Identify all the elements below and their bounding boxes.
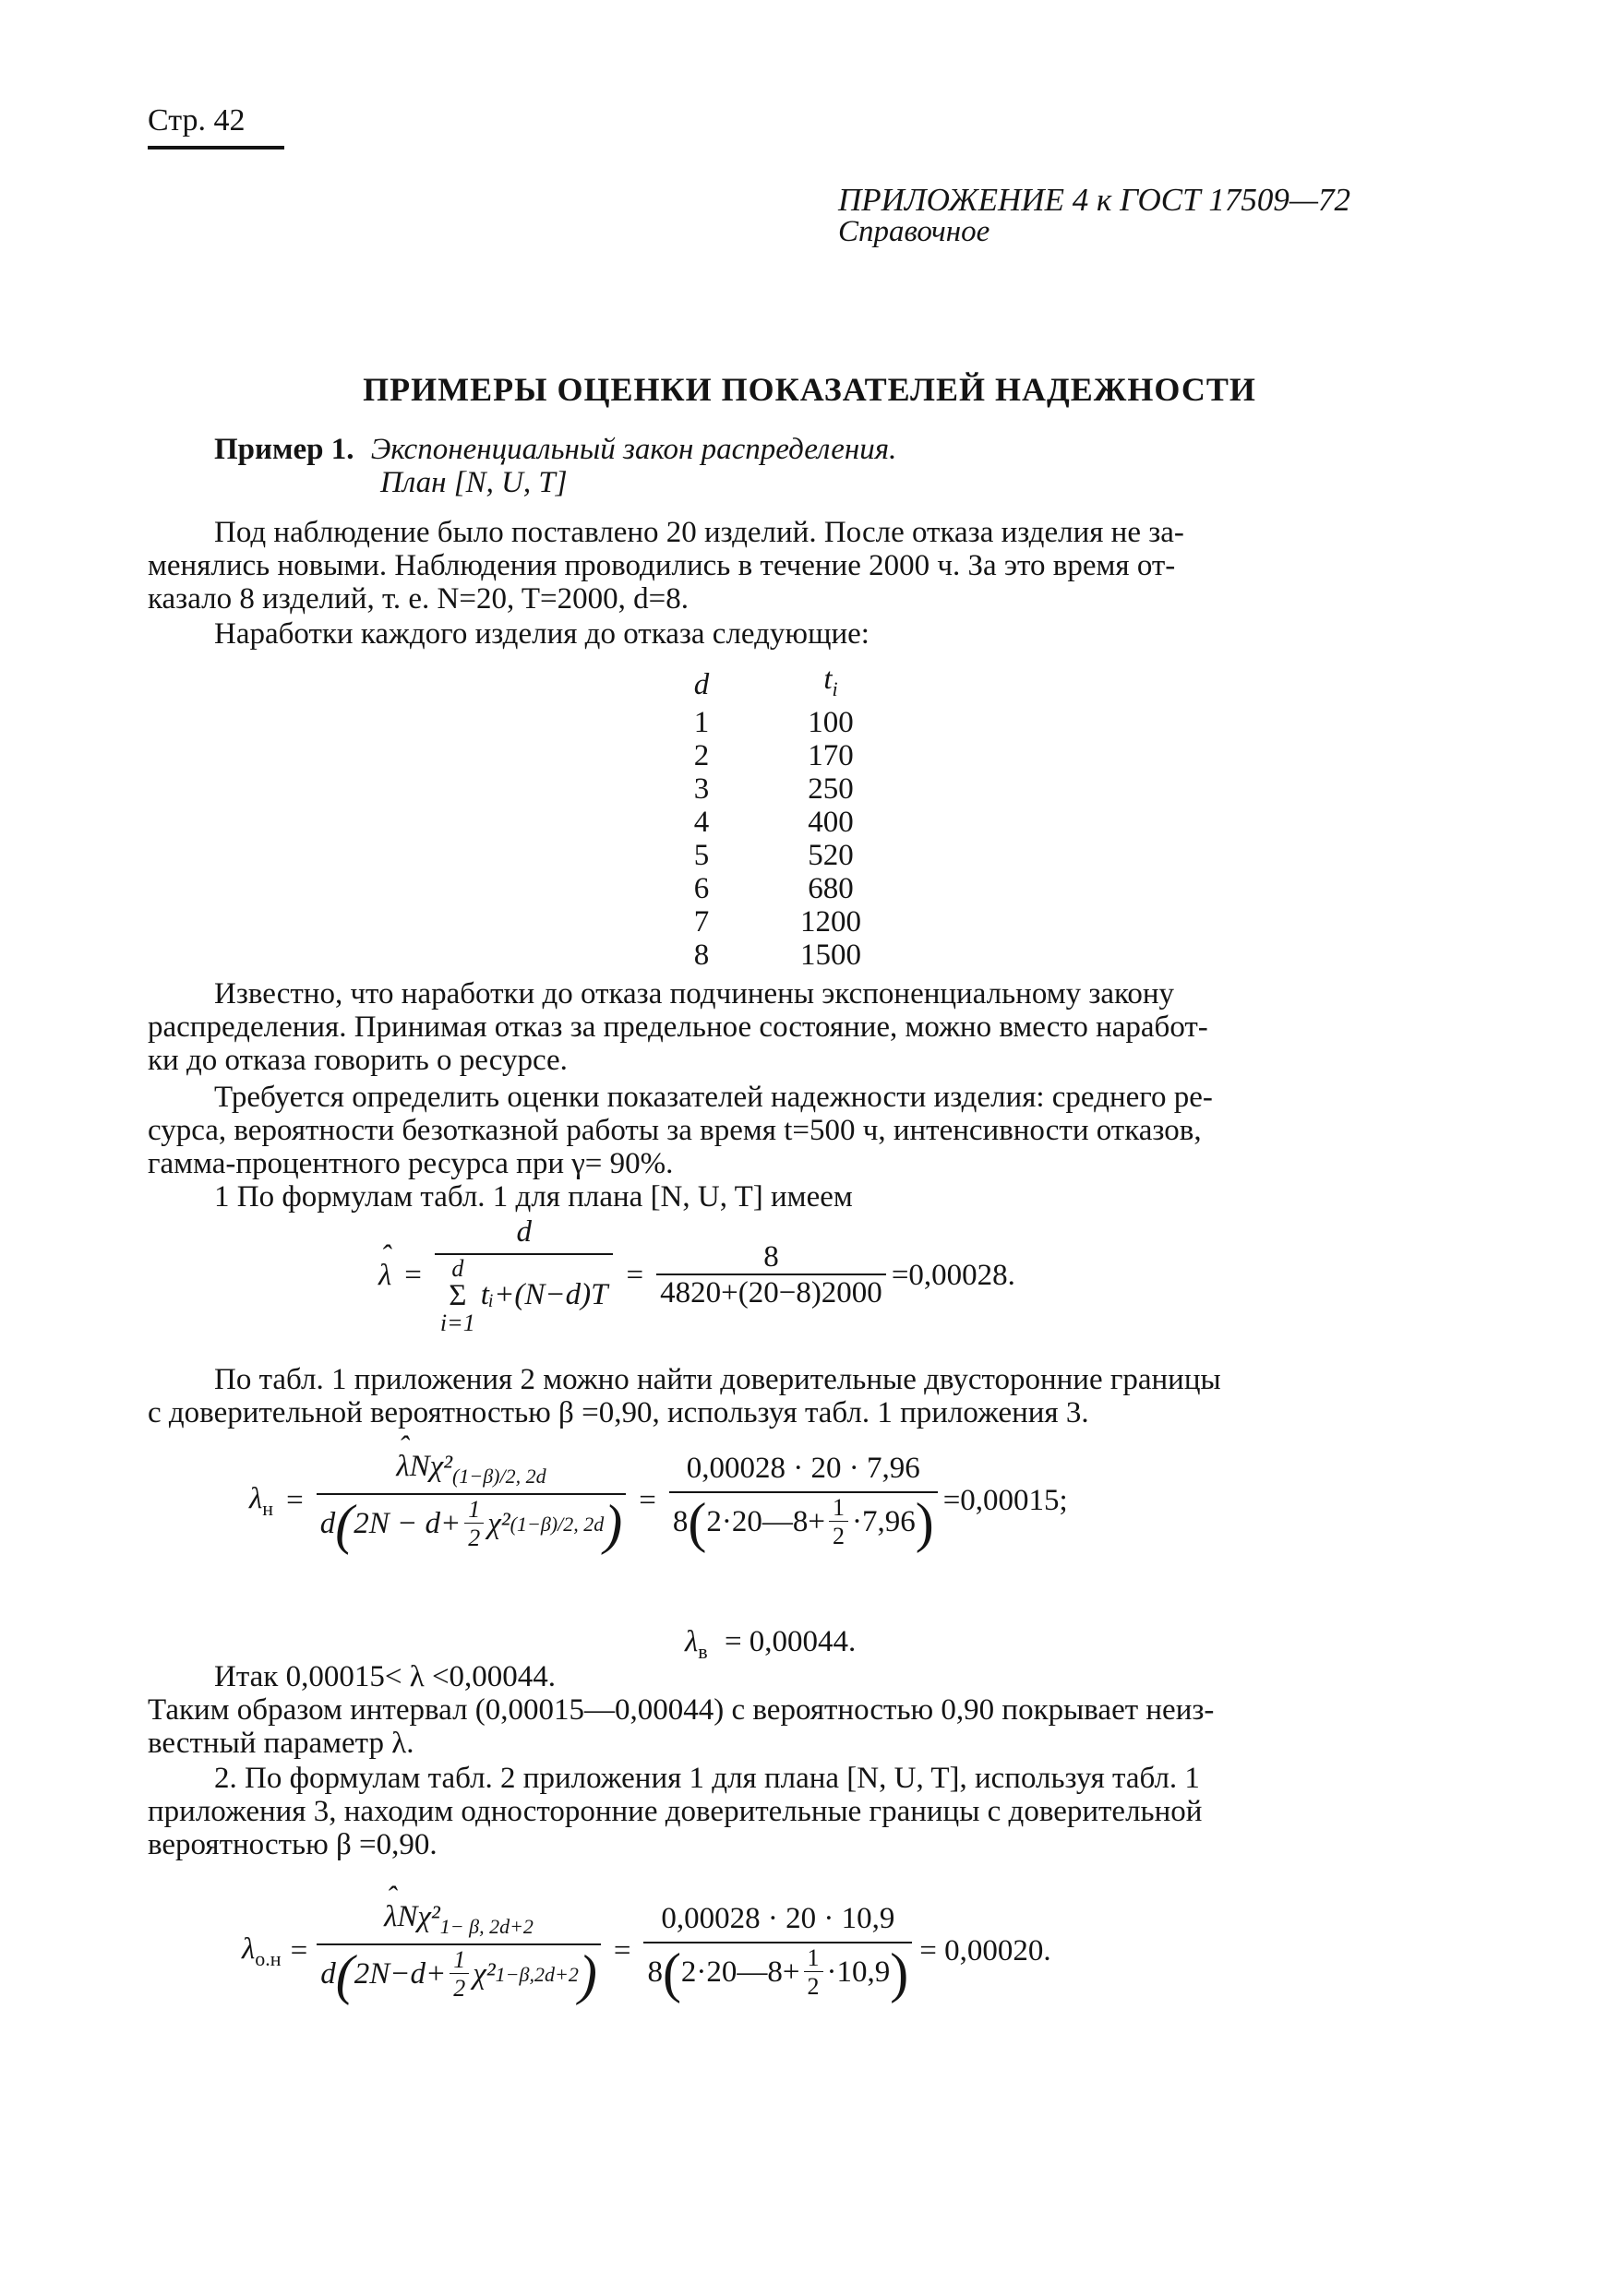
formula-lhs: ˆ λ — [378, 1260, 391, 1293]
text-line: вестный параметр λ. — [148, 1726, 414, 1760]
formula-result: =0,00015; — [942, 1484, 1068, 1517]
paragraph-3 — [148, 978, 1445, 1078]
text-line: По табл. 1 приложения 2 можно найти доверительные двусторонние границы — [214, 1363, 1221, 1396]
sum-body: tᵢ+(N−d)T — [480, 1278, 608, 1312]
den-factor: 8 — [672, 1504, 689, 1538]
sum-lower-limit: i=1 — [439, 1309, 475, 1336]
cell-d: 3 — [693, 772, 710, 806]
cell-t: 400 — [808, 806, 854, 839]
fraction-2 — [643, 1903, 912, 2001]
main-title: ПРИМЕРЫ ОЦЕНКИ ПОКАЗАТЕЛЕЙ НАДЕЖНОСТИ — [363, 371, 1256, 408]
text-line: распределения. Принимая отказ за предельное состояние, можно вместо наработ- — [148, 1010, 1208, 1044]
fraction-1 — [317, 1450, 627, 1555]
paragraph-4 — [148, 1082, 1445, 1214]
half-numerator: 1 — [453, 1946, 466, 1974]
chi-subscript: 1−β,2d+2 — [495, 1962, 579, 1986]
page-number: Стр. 42 — [148, 103, 246, 138]
paragraph-2 — [148, 618, 1445, 652]
paragraph-1 — [148, 517, 1445, 616]
fraction-numerator: d — [516, 1215, 532, 1249]
fraction-numerator — [380, 1901, 537, 1943]
text-line: с доверительной вероятностью β =0,90, используя табл. 1 приложения 3. — [148, 1395, 1089, 1429]
text-line: 1 По формулам табл. 1 для плана [N, U, T] имеем — [214, 1179, 853, 1214]
text-line: 2. По формулам табл. 2 приложения 1 для плана [N, U, T], используя табл. 1 — [214, 1762, 1200, 1795]
text-line: Под наблюдение было поставлено 20 изделий. После отказа изделия не за- — [214, 516, 1184, 549]
right-paren: ) — [578, 1943, 597, 2005]
cell-t: 1500 — [800, 939, 861, 972]
text-line: сурса, вероятности безотказной работы за время t=500 ч, интенсивности отказов, — [148, 1113, 1202, 1147]
table-header-row — [665, 663, 923, 706]
example-plan: План [N, U, T] — [380, 466, 568, 499]
formula-lhs — [249, 1483, 273, 1520]
den-factor: d — [320, 1956, 336, 1991]
fraction-2 — [656, 1241, 886, 1311]
den-inner: ·10,9 — [826, 1955, 891, 1989]
text-line: вероятностью β =0,90. — [148, 1827, 438, 1861]
formula-result: =0,00028. — [891, 1258, 1015, 1292]
text-line: Известно, что наработки до отказа подчинены экспоненциальному закону — [214, 977, 1175, 1010]
example-heading — [214, 434, 896, 467]
table-row — [665, 739, 923, 772]
half-fraction — [829, 1495, 848, 1550]
cell-t: 1200 — [800, 905, 861, 939]
cell-t: 100 — [808, 706, 854, 739]
text-line: Наработки каждого изделия до отказа следующие: — [214, 617, 869, 651]
fraction-numerator: 8 — [763, 1239, 779, 1274]
right-paren: ) — [890, 1942, 909, 2003]
cell-t: 250 — [808, 772, 854, 806]
appendix-type: Справочное — [838, 215, 990, 248]
fraction-denominator — [435, 1253, 614, 1335]
sum-upper-limit: d — [451, 1254, 464, 1282]
lambda-hat-term: ˆ λNχ² — [384, 1901, 440, 1934]
sum-sign: Σ — [449, 1278, 467, 1312]
equals-sign: = — [404, 1258, 422, 1292]
text-line: менялись новыми. Наблюдения проводились в течение 2000 ч. За это время от- — [148, 548, 1176, 582]
equals-sign: = — [286, 1484, 304, 1517]
text-line: гамма-процентного ресурса при γ= 90%. — [148, 1146, 674, 1180]
half-denominator: 2 — [804, 1971, 823, 2000]
den-factor: 8 — [647, 1955, 663, 1989]
text-line: Итак 0,00015< λ <0,00044. — [214, 1660, 557, 1693]
cell-d: 2 — [693, 739, 710, 772]
cell-d: 6 — [693, 872, 710, 905]
lhs-subscript: н — [262, 1497, 274, 1520]
chi-subscript: (1−β)/2, 2d — [510, 1512, 605, 1536]
fraction-denominator — [643, 1942, 912, 2001]
fraction-numerator: 0,00028 · 20 · 7,96 — [686, 1452, 920, 1485]
left-paren: ( — [662, 1942, 681, 2003]
den-inner: 2·20—8+ — [706, 1504, 825, 1538]
cell-t: 520 — [808, 839, 854, 872]
table-row — [665, 706, 923, 739]
half-denominator: 2 — [464, 1523, 484, 1551]
column-header-t-subscript: i — [832, 677, 838, 700]
column-header-t-label: t — [823, 663, 833, 696]
half-denominator: 2 — [829, 1521, 848, 1549]
chi-subscript: (1−β)/2, 2d — [452, 1465, 546, 1488]
cell-d: 1 — [693, 706, 710, 739]
fraction-denominator: 4820+(20−8)2000 — [656, 1274, 886, 1310]
fraction-numerator — [392, 1451, 549, 1493]
appendix-reference: ПРИЛОЖЕНИЕ 4 к ГОСТ 17509—72 — [838, 182, 1350, 218]
column-header-d: d — [693, 667, 710, 701]
half-fraction — [464, 1497, 484, 1552]
formula-lhs — [242, 1933, 282, 1970]
fraction-denominator — [317, 1943, 601, 2003]
table-row — [665, 939, 923, 972]
equals-sign: = — [290, 1934, 308, 1967]
lhs-subscript: в — [698, 1640, 708, 1663]
equals-sign: = — [613, 1934, 631, 1967]
right-paren: ) — [915, 1491, 934, 1553]
chi-square: χ² — [487, 1506, 510, 1540]
left-paren: ( — [335, 1943, 354, 2005]
paragraph-6 — [148, 1661, 1445, 1761]
failure-table — [665, 663, 923, 972]
half-numerator: 1 — [468, 1496, 481, 1524]
table-row — [665, 905, 923, 939]
text-line: ки до отказа говорить о ресурсе. — [148, 1043, 568, 1077]
cell-d: 7 — [693, 905, 710, 939]
left-paren: ( — [688, 1491, 707, 1553]
half-fraction — [804, 1945, 823, 2001]
den-factor: d — [319, 1506, 336, 1540]
chi-square: χ² — [473, 1956, 496, 1991]
cell-d: 8 — [693, 939, 710, 972]
half-denominator: 2 — [450, 1973, 469, 2002]
example-label: Пример 1. — [214, 433, 354, 466]
den-inner: ·7,96 — [851, 1504, 916, 1538]
formula-lambda-lower — [249, 1450, 1068, 1555]
text-line: приложения 3, находим односторонние доверительные границы с доверительной — [148, 1794, 1203, 1828]
chi-subscript: 1− β, 2d+2 — [439, 1915, 534, 1938]
text-line: Требуется определить оценки показателей надежности изделия: среднего ре- — [214, 1081, 1213, 1114]
sum-operator — [439, 1254, 475, 1336]
equals-sign: = — [626, 1258, 644, 1292]
table-body — [665, 706, 923, 972]
lambda-hat-term: ˆ λNχ² — [396, 1451, 452, 1484]
lambda-symbol: λ — [249, 1482, 263, 1515]
cell-t: 680 — [808, 872, 854, 905]
cell-t: 170 — [808, 739, 854, 772]
header-rule — [148, 146, 284, 149]
den-inner: 2N − d+ — [354, 1506, 462, 1540]
table-row — [665, 872, 923, 905]
lhs-subscript: о.н — [255, 1947, 282, 1970]
lambda-symbol: λ — [685, 1625, 699, 1658]
fraction-denominator — [317, 1493, 627, 1555]
fraction-1 — [435, 1216, 614, 1335]
right-paren: ) — [604, 1493, 623, 1555]
den-inner: 2·20—8+ — [680, 1955, 800, 1989]
formula-lambda-upper — [685, 1626, 856, 1663]
formula-lambda — [378, 1216, 1015, 1335]
fraction-1 — [317, 1901, 601, 2003]
column-header-t — [738, 663, 923, 706]
text-line: казало 8 изделий, т. е. N=20, T=2000, d=8. — [148, 581, 690, 616]
left-paren: ( — [335, 1493, 354, 1555]
table-row — [665, 839, 923, 872]
table-row — [665, 772, 923, 806]
cell-d: 5 — [693, 839, 710, 872]
equals-sign: = — [639, 1484, 656, 1517]
den-inner: 2N−d+ — [354, 1956, 447, 1991]
cell-d: 4 — [693, 806, 710, 839]
fraction-numerator: 0,00028 · 20 · 10,9 — [661, 1902, 895, 1935]
paragraph-5 — [148, 1364, 1445, 1430]
half-numerator: 1 — [832, 1494, 845, 1522]
fraction-denominator — [669, 1491, 938, 1553]
example-distribution: Экспоненциальный закон распределения. — [370, 433, 897, 466]
table-row — [665, 806, 923, 839]
formula-result: = 0,00044. — [724, 1625, 857, 1658]
half-fraction — [450, 1947, 469, 2003]
paragraph-7 — [148, 1763, 1445, 1862]
text-line: Таким образом интервал (0,00015—0,00044) с вероятностью 0,90 покрывает неиз- — [148, 1692, 1215, 1727]
fraction-2 — [669, 1452, 938, 1553]
formula-result: = 0,00020. — [919, 1934, 1051, 1967]
formula-lambda-one-sided — [242, 1901, 1051, 2003]
lambda-symbol: λ — [242, 1932, 256, 1966]
half-numerator: 1 — [807, 1944, 820, 1972]
